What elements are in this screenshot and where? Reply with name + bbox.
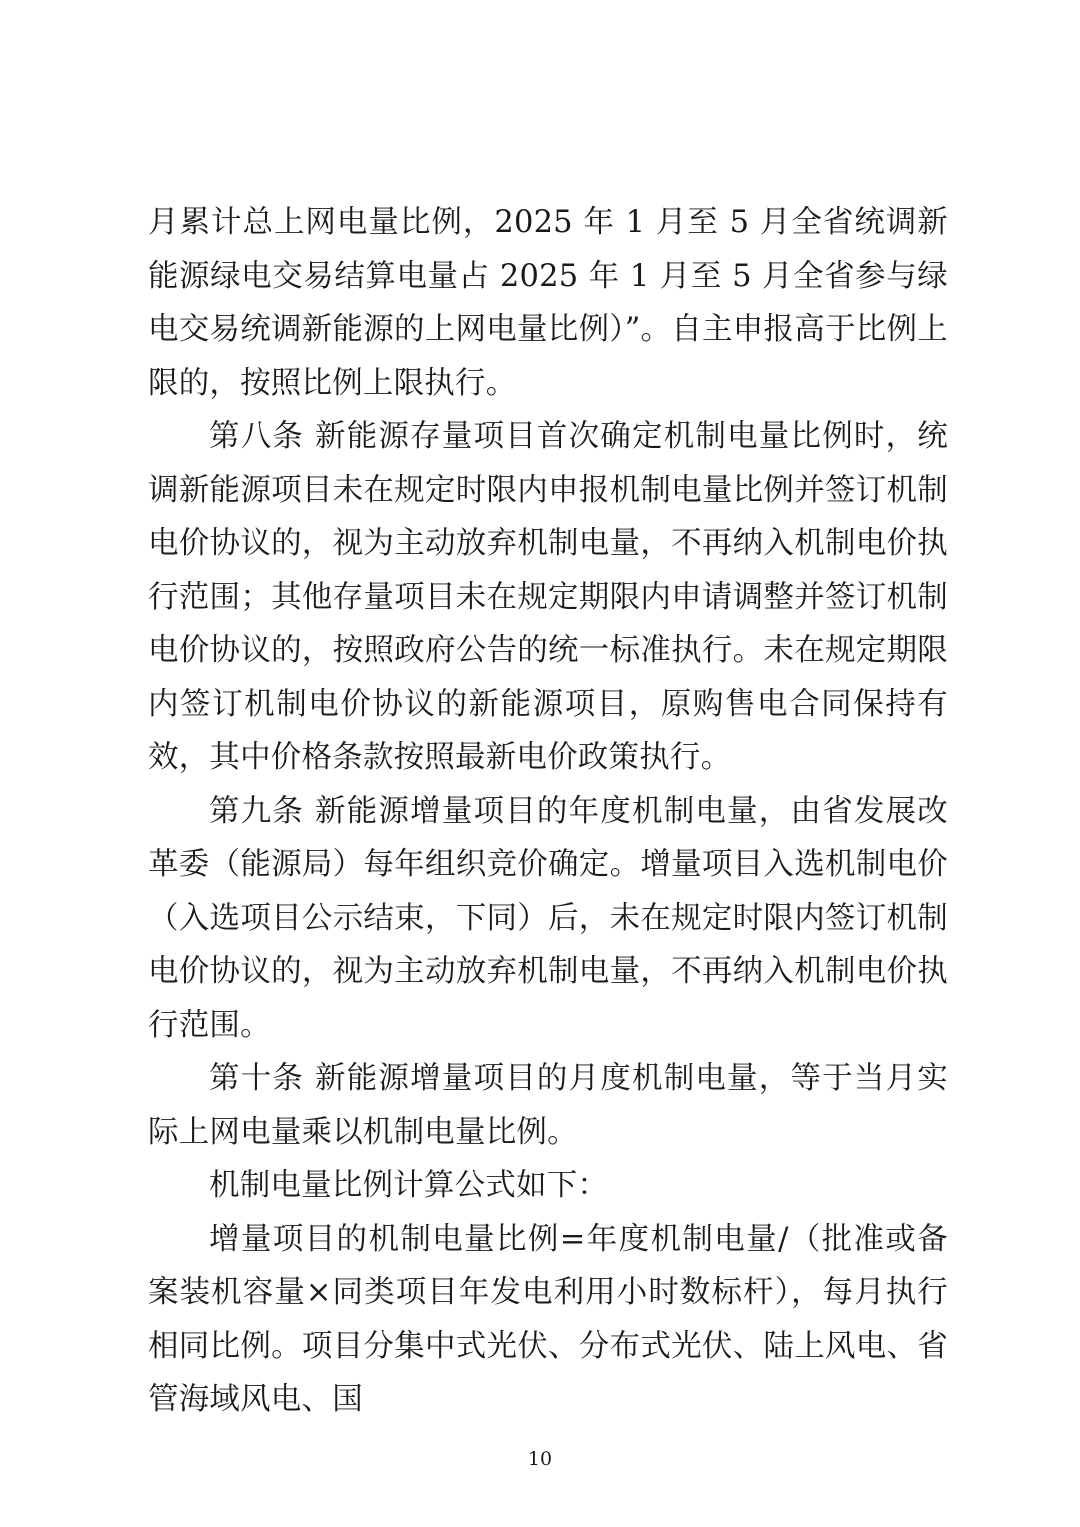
paragraph-formula-intro: 机制电量比例计算公式如下： [209,1168,609,1203]
paragraph-article-9: 第九条 新能源增量项目的年度机制电量，由省发展改革委（能源局）每年组织竞价确定。增量项目入选机制电价（入选项目公示结束，下同）后，未在规定时限内签订机制电价协议的，视为主动放弃机制电量，不再纳入机制电价执行范围。 [148,793,948,1043]
paragraph-article-10: 第十条 新能源增量项目的月度机制电量，等于当月实际上网电量乘以机制电量比例。 [148,1061,948,1150]
document-body [148,196,948,1427]
page-number: 10 [527,1448,553,1470]
paragraph-article-8: 第八条 新能源存量项目首次确定机制电量比例时，统调新能源项目未在规定时限内申报机制电量比例并签订机制电价协议的，视为主动放弃机制电量，不再纳入机制电价执行范围；其他存量项目未在规定期限内申请调整并签订机制电价协议的，按照政府公告的统一标准执行。未在规定期限内签订机制电价协议的新能源项目，原购售电合同保持有效，其中价格条款按照最新电价政策执行。 [148,419,948,775]
paragraph-continuation: 月累计总上网电量比例，2025 年 1 月至 5 月全省统调新能源绿电交易结算电量占 2025 年 1 月至 5 月全省参与绿电交易统调新能源的上网电量比例）”。自主申报高于比例上限的，按照比例上限执行。 [148,205,948,401]
paragraph-formula-body: 增量项目的机制电量比例=年度机制电量/（批准或备案装机容量×同类项目年发电利用小时数标杆），每月执行相同比例。项目分集中式光伏、分布式光伏、陆上风电、省管海域风电、国 [148,1221,948,1417]
